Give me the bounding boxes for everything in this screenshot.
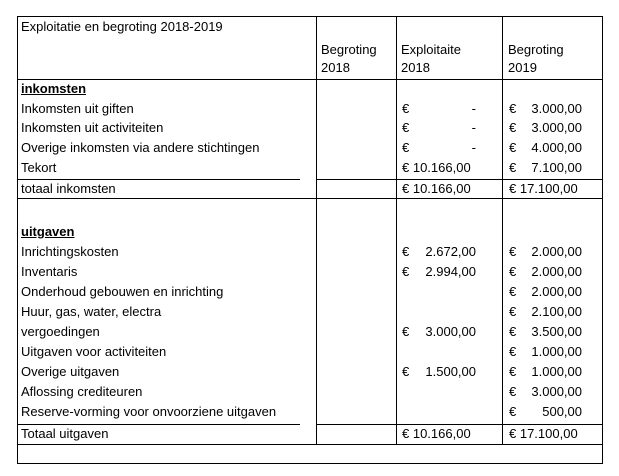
expense-row-c2-value: 2.672,00 bbox=[425, 244, 476, 259]
expense-row-c2-currency: € bbox=[402, 264, 410, 279]
expense-row-label: Uitgaven voor activiteiten bbox=[21, 344, 167, 359]
income-row-c2-full: € 10.166,00 bbox=[402, 160, 471, 175]
col-divider-1 bbox=[316, 16, 317, 445]
col-divider-2 bbox=[396, 16, 397, 445]
income-total-line bbox=[17, 179, 300, 180]
expense-row-label: Huur, gas, water, electra bbox=[21, 304, 162, 319]
income-row-c3-value: 3.000,00 bbox=[531, 101, 582, 116]
income-total-c2: € 10.166,00 bbox=[402, 181, 471, 196]
income-row-c2-value: - bbox=[471, 140, 476, 155]
col-divider-3 bbox=[502, 16, 503, 445]
income-row-c3-value: 7.100,00 bbox=[531, 160, 582, 175]
expenses-heading: uitgaven bbox=[21, 224, 75, 239]
expense-total-c2: € 10.166,00 bbox=[402, 426, 471, 441]
expense-row-c2-currency: € bbox=[402, 244, 410, 259]
expense-row-c3-currency: € bbox=[509, 364, 517, 379]
income-row-label: Inkomsten uit giften bbox=[21, 101, 134, 116]
income-row-c2-currency: € bbox=[402, 140, 410, 155]
header-col3-line1: Begroting bbox=[508, 42, 564, 57]
table-border-bottom bbox=[17, 463, 603, 464]
expense-row-c3-currency: € bbox=[509, 324, 517, 339]
expense-section-end bbox=[17, 444, 603, 445]
table-title: Exploitatie en begroting 2018-2019 bbox=[21, 19, 223, 34]
expense-row-c3-currency: € bbox=[509, 244, 517, 259]
expense-total-line-c3 bbox=[502, 424, 602, 425]
expense-row-c2-currency: € bbox=[402, 364, 410, 379]
income-total-line-c1 bbox=[316, 179, 396, 180]
header-col2-line1: Exploitaite bbox=[401, 42, 461, 57]
expense-row-c3-value: 1.000,00 bbox=[531, 364, 582, 379]
expense-total-label: Totaal uitgaven bbox=[21, 426, 109, 441]
income-row-label: Tekort bbox=[21, 160, 57, 175]
expense-total-line-c1 bbox=[316, 424, 396, 425]
income-row-c2-value: - bbox=[471, 120, 476, 135]
expense-row-label: Reserve-vorming voor onvoorziene uitgaven bbox=[21, 404, 277, 419]
expense-row-label: Aflossing crediteuren bbox=[21, 384, 143, 399]
income-row-c3-currency: € bbox=[509, 120, 517, 135]
expense-row-c2-value: 3.000,00 bbox=[425, 324, 476, 339]
expense-row-c3-currency: € bbox=[509, 284, 517, 299]
income-row-c3-value: 4.000,00 bbox=[531, 140, 582, 155]
income-row-label: Inkomsten uit activiteiten bbox=[21, 120, 164, 135]
expense-row-c3-value: 2.000,00 bbox=[531, 244, 582, 259]
income-total-label: totaal inkomsten bbox=[21, 181, 116, 196]
expense-row-c2-currency: € bbox=[402, 324, 410, 339]
table-border-left bbox=[17, 16, 18, 463]
header-col1-line2: 2018 bbox=[321, 60, 350, 75]
income-row-c3-value: 3.000,00 bbox=[531, 120, 582, 135]
expense-row-c3-value: 2.000,00 bbox=[531, 284, 582, 299]
expense-row-c3-currency: € bbox=[509, 264, 517, 279]
expense-row-c3-value: 1.000,00 bbox=[531, 344, 582, 359]
income-row-c3-currency: € bbox=[509, 140, 517, 155]
expense-row-c3-value: 2.000,00 bbox=[531, 264, 582, 279]
expense-row-c3-value: 3.500,00 bbox=[531, 324, 582, 339]
income-row-c2-value: - bbox=[471, 101, 476, 116]
header-col2-line2: 2018 bbox=[401, 60, 430, 75]
expense-row-label: vergoedingen bbox=[21, 324, 100, 339]
income-total-line-c3 bbox=[502, 179, 602, 180]
expense-row-c3-currency: € bbox=[509, 344, 517, 359]
expense-row-c3-value: 500,00 bbox=[542, 404, 582, 419]
table-border-top bbox=[17, 16, 603, 17]
expense-row-c3-currency: € bbox=[509, 304, 517, 319]
income-row-label: Overige inkomsten via andere stichtingen bbox=[21, 140, 260, 155]
expense-row-label: Overige uitgaven bbox=[21, 364, 120, 379]
expense-row-c3-value: 3.000,00 bbox=[531, 384, 582, 399]
expense-row-c2-value: 1.500,00 bbox=[425, 364, 476, 379]
income-heading: inkomsten bbox=[21, 81, 87, 96]
expense-row-label: Inrichtingskosten bbox=[21, 244, 119, 259]
expense-row-c2-value: 2.994,00 bbox=[425, 264, 476, 279]
expense-row-c3-currency: € bbox=[509, 384, 517, 399]
expense-row-label: Inventaris bbox=[21, 264, 78, 279]
income-row-c3-currency: € bbox=[509, 160, 517, 175]
income-row-c3-currency: € bbox=[509, 101, 517, 116]
header-col3-line2: 2019 bbox=[508, 60, 537, 75]
income-total-c3: € 17.100,00 bbox=[509, 181, 578, 196]
header-col1-line1: Begroting bbox=[321, 42, 377, 57]
expense-total-line bbox=[17, 424, 300, 425]
expense-row-label: Onderhoud gebouwen en inrichting bbox=[21, 284, 224, 299]
income-row-c2-currency: € bbox=[402, 101, 410, 116]
income-total-line-c2 bbox=[396, 179, 502, 180]
expense-row-c3-value: 2.100,00 bbox=[531, 304, 582, 319]
expense-total-line-c2 bbox=[396, 424, 502, 425]
expense-row-c3-currency: € bbox=[509, 404, 517, 419]
expense-total-c3: € 17.100,00 bbox=[509, 426, 578, 441]
header-divider bbox=[17, 79, 603, 80]
table-border-right bbox=[602, 16, 603, 463]
income-section-end bbox=[17, 198, 603, 199]
income-row-c2-currency: € bbox=[402, 120, 410, 135]
